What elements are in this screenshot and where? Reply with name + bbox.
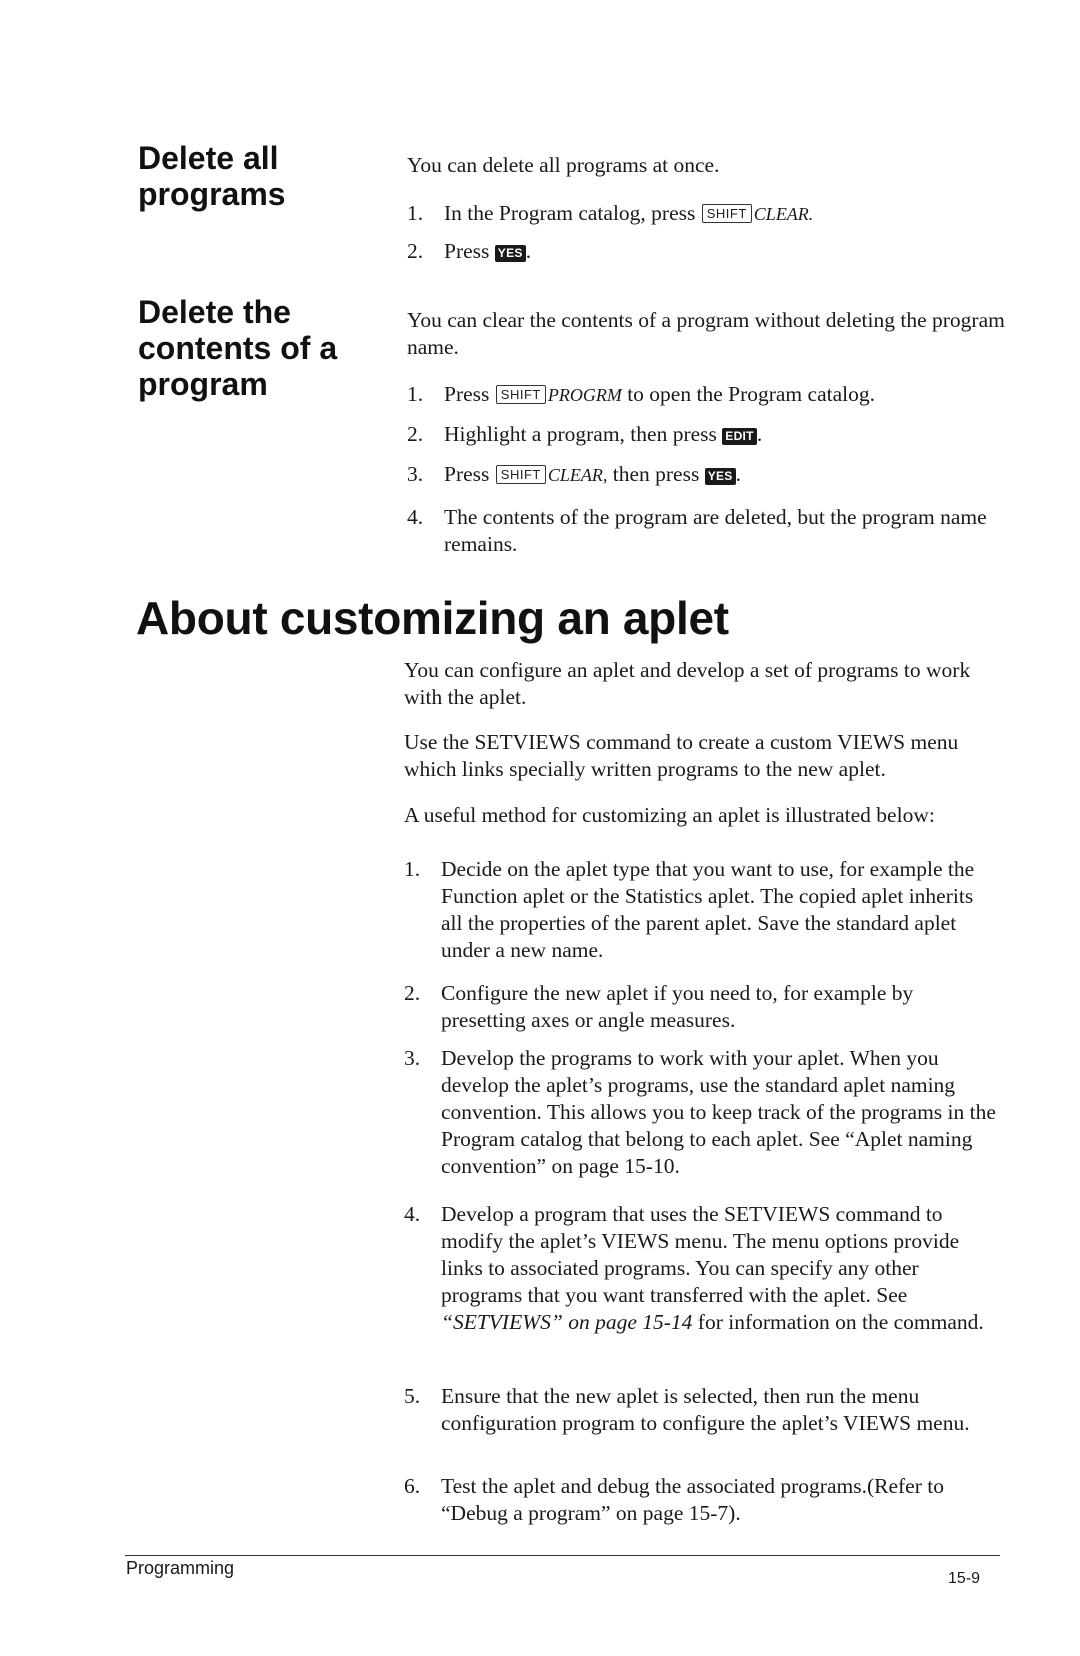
step-number: 1. xyxy=(407,201,424,225)
step-text-end: . xyxy=(756,422,763,446)
heading-delete-contents-line2: contents of a xyxy=(138,330,338,366)
delete-all-body xyxy=(407,152,1007,272)
heading-delete-contents-line3: program xyxy=(138,366,268,402)
step-text: Develop the programs to work with your aplet. When you develop the aplet’s programs, use the standard aplet naming convention. This allows you to keep track of the programs in the Program catalog that belong to each aplet. See “Aplet naming convention” on page 15-10. xyxy=(441,1046,996,1178)
step-text-mid: then press xyxy=(607,462,700,486)
step-text: Decide on the aplet type that you want to use, for example the Function aplet or the Statistics aplet. The copied aplet inherits all the properties of the parent aplet. Save the standard aplet under a new name. xyxy=(441,857,975,962)
heading-delete-all xyxy=(138,140,286,212)
clear-label: CLEAR, xyxy=(547,465,608,485)
heading-delete-contents xyxy=(138,294,337,402)
footer-section-name: Programming xyxy=(126,1558,235,1578)
step-number: 2. xyxy=(404,981,421,1005)
yes-softkey: YES xyxy=(495,245,526,262)
step-text: Test the aplet and debug the associated programs.(Refer to “Debug a program” on page 15-7). xyxy=(441,1474,944,1525)
delete-all-intro: You can delete all programs at once. xyxy=(407,153,720,177)
customizing-para-1: You can configure an aplet and develop a set of programs to work with the aplet. xyxy=(404,658,971,709)
step-number: 1. xyxy=(407,382,424,406)
step-text: Develop a program that uses the SETVIEWS command to modify the aplet’s VIEWS menu. The menu options provide links to associated programs. You can specify any other programs that you want transferred with the aplet. See xyxy=(441,1202,960,1307)
step-text: Configure the new aplet if you need to, for example by presetting axes or angle measures. xyxy=(441,981,914,1032)
customizing-para-2: Use the SETVIEWS command to create a custom VIEWS menu which links specially written programs to the new aplet. xyxy=(404,730,959,781)
delete-contents-intro: You can clear the contents of a program without deleting the program name. xyxy=(407,308,1005,359)
step-number: 3. xyxy=(407,462,424,486)
heading-delete-all-line2: programs xyxy=(138,176,286,212)
heading-delete-all-line1: Delete all xyxy=(138,140,279,176)
step-text: Highlight a program, then press xyxy=(444,422,717,446)
step-text-end: to open the Program catalog. xyxy=(621,382,875,406)
step-number: 6. xyxy=(404,1474,421,1498)
footer-rule xyxy=(125,1555,1000,1556)
step-number: 4. xyxy=(407,505,424,529)
step-text: Press xyxy=(444,382,490,406)
step-number: 4. xyxy=(404,1202,421,1226)
step-number: 5. xyxy=(404,1384,421,1408)
customizing-para-3: A useful method for customizing an aplet is illustrated below: xyxy=(404,803,935,827)
step-text: Press xyxy=(444,462,490,486)
shift-key: SHIFT xyxy=(496,385,546,404)
step-text: The contents of the program are deleted, but the program name remains. xyxy=(444,505,987,556)
step-text: In the Program catalog, press xyxy=(444,201,696,225)
step-number: 2. xyxy=(407,422,424,446)
shift-key: SHIFT xyxy=(702,204,752,223)
progrm-label: PROGRM xyxy=(547,385,622,405)
step-number: 1. xyxy=(404,857,421,881)
section-title: About customizing an aplet xyxy=(136,592,729,644)
yes-softkey: YES xyxy=(705,468,736,485)
edit-softkey: EDIT xyxy=(722,428,757,445)
step-text: Press xyxy=(444,239,490,263)
heading-delete-contents-line1: Delete the xyxy=(138,294,291,330)
step-text-end: . xyxy=(735,462,741,486)
footer-page-number: 15-9 xyxy=(948,1570,981,1587)
step-text-end: for information on the command. xyxy=(692,1310,984,1334)
shift-key: SHIFT xyxy=(496,465,546,484)
step-number: 2. xyxy=(407,239,424,263)
step-text-end: . xyxy=(525,239,532,263)
clear-label: CLEAR. xyxy=(753,204,814,224)
customizing-body xyxy=(404,657,1009,1547)
delete-contents-body xyxy=(407,307,1007,567)
step-text: Ensure that the new aplet is selected, then run the menu configuration program to configure the aplet’s VIEWS menu. xyxy=(441,1384,970,1435)
setviews-reference: “SETVIEWS” on page 15-14 xyxy=(441,1310,693,1334)
step-number: 3. xyxy=(404,1046,421,1070)
